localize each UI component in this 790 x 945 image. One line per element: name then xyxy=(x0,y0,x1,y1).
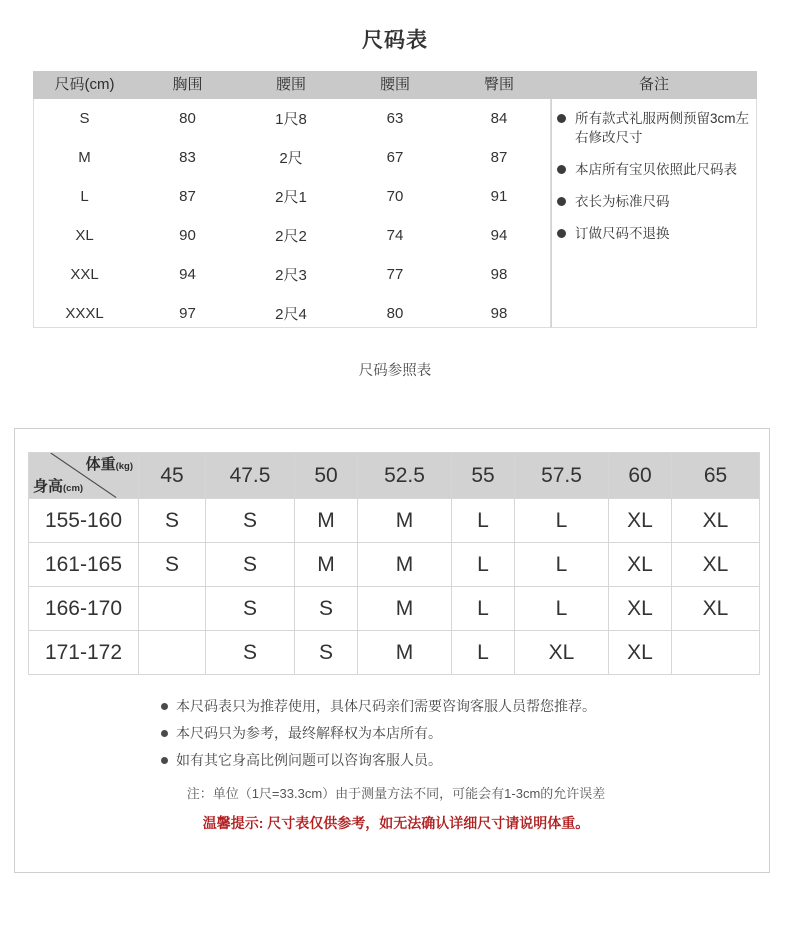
cell-hip: 91 xyxy=(447,177,551,216)
weight-col-header: 55 xyxy=(452,453,515,499)
size-cell: S xyxy=(206,499,295,543)
table-row xyxy=(29,587,760,631)
size-cell xyxy=(139,587,206,631)
size-cell: L xyxy=(452,587,515,631)
size-cell: M xyxy=(295,543,358,587)
cell-size: M xyxy=(33,138,136,177)
cell-size: L xyxy=(33,177,136,216)
table-row xyxy=(29,499,760,543)
weight-col-header: 47.5 xyxy=(206,453,295,499)
size-cell: XL xyxy=(609,499,672,543)
corner-header-cell xyxy=(29,453,139,499)
cell-size: XXL xyxy=(33,255,136,294)
bullet-icon xyxy=(557,114,566,123)
cell-waist-cm: 70 xyxy=(343,177,447,216)
col-header-waist-cm: 腰围 xyxy=(343,71,447,99)
page-title: 尺码表 xyxy=(362,29,428,52)
col-header-waist-chi: 腰围 xyxy=(239,71,343,99)
reference-table-title: 尺码参照表 xyxy=(358,363,432,379)
cell-waist-chi: 2尺 xyxy=(239,138,343,177)
height-row-header: 166-170 xyxy=(29,587,139,631)
size-cell: M xyxy=(358,499,452,543)
height-row-header: 161-165 xyxy=(29,543,139,587)
cell-waist-chi: 2尺2 xyxy=(239,216,343,255)
size-chart-section xyxy=(33,71,757,333)
size-chart-header-row xyxy=(33,71,757,99)
size-cell xyxy=(139,631,206,675)
cell-waist-cm: 80 xyxy=(343,294,447,333)
size-cell: M xyxy=(295,499,358,543)
cell-bust: 87 xyxy=(136,177,239,216)
reference-header-row xyxy=(29,453,760,499)
reference-section xyxy=(14,428,770,873)
cell-bust: 83 xyxy=(136,138,239,177)
note-text: 衣长为标准尺码 xyxy=(575,194,670,209)
cell-waist-cm: 67 xyxy=(343,138,447,177)
cell-hip: 94 xyxy=(447,216,551,255)
note-text: 如有其它身高比例问题可以咨询客服人员。 xyxy=(176,752,442,768)
cell-size: XXXL xyxy=(33,294,136,333)
height-row-header: 171-172 xyxy=(29,631,139,675)
size-cell: S xyxy=(139,543,206,587)
note-text: 订做尺码不退换 xyxy=(575,226,670,241)
size-cell: XL xyxy=(672,543,760,587)
size-cell: M xyxy=(358,587,452,631)
note-text: 所有款式礼服两侧预留3cm左右修改尺寸 xyxy=(575,111,750,145)
remark-notes-list xyxy=(557,109,753,256)
bottom-notes-list xyxy=(161,697,769,769)
cell-size: XL xyxy=(33,216,136,255)
height-label-text: 身高 xyxy=(33,478,64,495)
cell-hip: 84 xyxy=(447,99,551,138)
note-text: 本店所有宝贝依照此尺码表 xyxy=(575,162,737,177)
list-item xyxy=(557,160,753,179)
size-cell xyxy=(672,631,760,675)
bullet-icon xyxy=(161,730,168,737)
cell-bust: 80 xyxy=(136,99,239,138)
cell-waist-cm: 74 xyxy=(343,216,447,255)
weight-axis-label xyxy=(86,457,133,472)
cell-bust: 94 xyxy=(136,255,239,294)
size-cell: L xyxy=(452,543,515,587)
height-unit-text: (cm) xyxy=(63,483,84,494)
weight-unit-text: (kg) xyxy=(115,461,133,472)
cell-waist-chi: 1尺8 xyxy=(239,99,343,138)
warning-notice: 温馨提示: 尺寸表仅供参考，如无法确认详细尺寸请说明体重。 xyxy=(202,815,590,831)
cell-size: S xyxy=(33,99,136,138)
size-cell: S xyxy=(206,543,295,587)
size-cell: S xyxy=(295,587,358,631)
size-cell: M xyxy=(358,631,452,675)
cell-hip: 87 xyxy=(447,138,551,177)
table-row xyxy=(29,631,760,675)
cell-waist-chi: 2尺4 xyxy=(239,294,343,333)
size-cell: XL xyxy=(672,499,760,543)
size-cell: XL xyxy=(672,587,760,631)
size-cell: S xyxy=(295,631,358,675)
bullet-icon xyxy=(161,757,168,764)
cell-hip: 98 xyxy=(447,294,551,333)
cell-waist-chi: 2尺3 xyxy=(239,255,343,294)
weight-col-header: 52.5 xyxy=(358,453,452,499)
bullet-icon xyxy=(161,703,168,710)
note-text: 本尺码只为参考，最终解释权为本店所有。 xyxy=(176,725,442,741)
cell-waist-cm: 77 xyxy=(343,255,447,294)
list-item xyxy=(161,751,769,769)
list-item xyxy=(557,109,753,147)
col-header-remark: 备注 xyxy=(551,71,757,99)
size-cell: L xyxy=(452,631,515,675)
bullet-icon xyxy=(557,229,566,238)
size-cell: XL xyxy=(515,631,609,675)
size-cell: XL xyxy=(609,631,672,675)
note-text: 本尺码表只为推荐使用，具体尺码亲们需要咨询客服人员帮您推荐。 xyxy=(176,698,596,714)
col-header-hip: 臀围 xyxy=(447,71,551,99)
bullet-icon xyxy=(557,165,566,174)
bullet-icon xyxy=(557,197,566,206)
weight-col-header: 57.5 xyxy=(515,453,609,499)
size-cell: L xyxy=(515,543,609,587)
size-cell: S xyxy=(206,631,295,675)
list-item xyxy=(557,224,753,243)
list-item xyxy=(161,697,769,715)
weight-label-text: 体重 xyxy=(85,456,116,473)
height-axis-label xyxy=(33,479,83,494)
cell-bust: 97 xyxy=(136,294,239,333)
weight-col-header: 50 xyxy=(295,453,358,499)
size-cell: L xyxy=(515,587,609,631)
measurement-footnote: 注：单位（1尺=33.3cm）由于测量方法不同，可能会有1-3cm的允许误差 xyxy=(186,786,606,801)
col-header-bust: 胸围 xyxy=(136,71,239,99)
weight-col-header: 45 xyxy=(139,453,206,499)
cell-waist-chi: 2尺1 xyxy=(239,177,343,216)
reference-table xyxy=(28,452,760,675)
cell-hip: 98 xyxy=(447,255,551,294)
weight-col-header: 60 xyxy=(609,453,672,499)
col-header-size: 尺码(cm) xyxy=(33,71,136,99)
size-cell: M xyxy=(358,543,452,587)
size-cell: L xyxy=(515,499,609,543)
list-item xyxy=(161,724,769,742)
weight-col-header: 65 xyxy=(672,453,760,499)
size-cell: S xyxy=(206,587,295,631)
size-cell: L xyxy=(452,499,515,543)
size-cell: XL xyxy=(609,543,672,587)
cell-waist-cm: 63 xyxy=(343,99,447,138)
height-row-header: 155-160 xyxy=(29,499,139,543)
size-cell: XL xyxy=(609,587,672,631)
table-row xyxy=(29,543,760,587)
cell-bust: 90 xyxy=(136,216,239,255)
list-item xyxy=(557,192,753,211)
size-cell: S xyxy=(139,499,206,543)
